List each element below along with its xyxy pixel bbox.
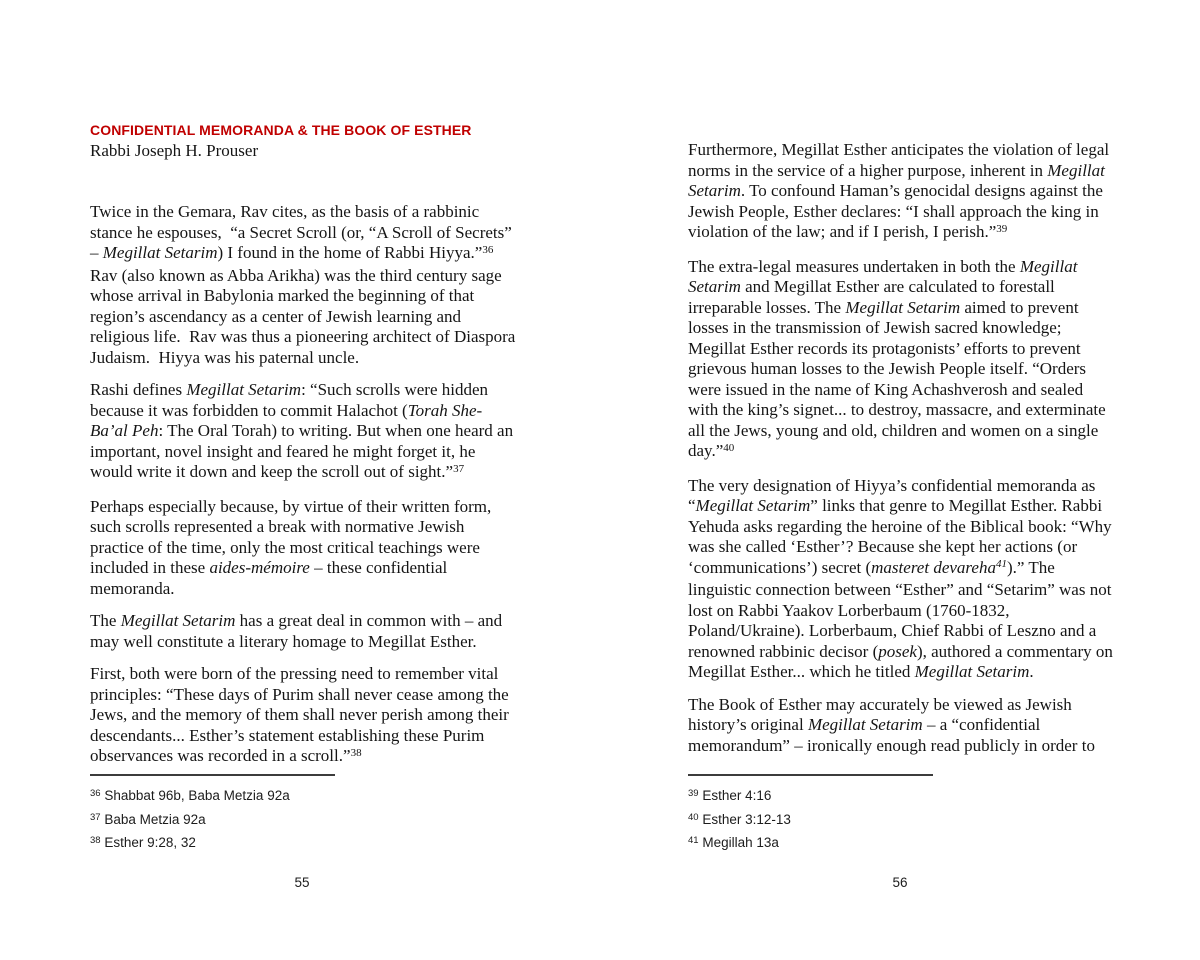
- article-author: Rabbi Joseph H. Prouser: [90, 141, 259, 160]
- body-line: grievous human losses to the Jewish People itself. “Orders: [688, 359, 1087, 378]
- body-line: The Book of Esther may accurately be viewed as Jewish: [688, 694, 1072, 714]
- page-body-right: [688, 140, 1166, 756]
- body-line: Setarim. To confound Haman’s genocidal designs against the: [688, 181, 1103, 200]
- body-line: The extra-legal measures undertaken in both the Megillat: [688, 256, 1078, 276]
- body-line: Rav (also known as Abba Arikha) was the third century sage: [90, 265, 502, 285]
- body-line: losses in the transmission of Jewish sacred knowledge;: [688, 318, 1062, 337]
- article-title: CONFIDENTIAL MEMORANDA & THE BOOK OF ESTHER: [90, 122, 472, 138]
- body-line: ‘communications’) secret (masteret devareha$^{41}$).” The: [688, 557, 1055, 577]
- footnotes-left: [90, 785, 568, 856]
- body-line: irreparable losses. The Megillat Setarim aimed to prevent: [688, 297, 1079, 317]
- body-line: day.”$^{40}$: [688, 441, 735, 460]
- footnote-item: $^{38}$ Esther 9:28, 32: [90, 835, 196, 850]
- body-line: Furthermore, Megillat Esther anticipates the violation of legal: [688, 140, 1110, 159]
- body-line: Megillat Esther records its protagonists’ efforts to prevent: [688, 338, 1081, 358]
- footnote-reference: 41: [995, 558, 1007, 570]
- body-line: included in these aides-mémoire – these confidential: [90, 558, 448, 577]
- footnote-item: $^{41}$ Megillah 13a: [688, 835, 779, 850]
- page-56: [688, 0, 1166, 960]
- footnote-item: $^{37}$ Baba Metzia 92a: [90, 811, 206, 827]
- footnote-number: 37: [90, 811, 101, 823]
- body-line: norms in the service of a higher purpose, inherent in Megillat: [688, 160, 1105, 180]
- body-line: – Megillat Setarim) I found in the home of Rabbi Hiyya.”$^{36}$: [90, 243, 494, 262]
- body-line: because it was forbidden to commit Halachot (Torah She-: [90, 400, 483, 420]
- body-line: First, both were born of the pressing need to remember vital: [90, 664, 499, 683]
- page-number-55: 55: [294, 875, 310, 890]
- footnote-number: 38: [90, 835, 101, 846]
- body-line: Twice in the Gemara, Rav cites, as the basis of a rabbinic: [90, 202, 480, 221]
- body-line: with the king’s signet... to destroy, massacre, and exterminate: [688, 400, 1106, 419]
- body-line: history’s original Megillat Setarim – a “confidential: [688, 715, 1041, 734]
- footnote-number: 40: [688, 811, 699, 823]
- footnote-separator: [90, 774, 335, 776]
- footnote-separator: [688, 774, 933, 776]
- body-line: stance he espouses, “a Secret Scroll (or, “A Scroll of Secrets”: [90, 222, 512, 242]
- body-line: The very designation of Hiyya’s confidential memoranda as: [688, 475, 1096, 495]
- body-line: region’s ascendancy as a center of Jewish learning and: [90, 306, 462, 326]
- body-line: Judaism. Hiyya was his paternal uncle.: [90, 347, 360, 367]
- body-line: Poland/Ukraine). Lorberbaum, Chief Rabbi of Leszno and a: [688, 621, 1097, 640]
- body-line: Ba’al Peh: The Oral Torah) to writing. But when one heard an: [90, 421, 514, 440]
- footnote-reference: 36: [482, 243, 494, 256]
- body-paragraph: [90, 380, 568, 485]
- body-paragraph: [688, 257, 1166, 464]
- body-line: such scrolls represented a break with normative Jewish: [90, 517, 465, 536]
- body-line: principles: “These days of Purim shall never cease among the: [90, 684, 509, 704]
- body-line: lost on Rabbi Yaakov Lorberbaum (1760-1832,: [688, 600, 1010, 620]
- body-line: whose arrival in Babylonia marked the beginning of that: [90, 286, 475, 305]
- body-line: was she called ‘Esther’? Because she kept her actions (or: [688, 537, 1078, 556]
- body-paragraph: [90, 497, 568, 600]
- body-line: “Megillat Setarim” links that genre to Megillat Esther. Rabbi: [688, 496, 1103, 515]
- body-line: memoranda.: [90, 578, 175, 598]
- footnote-item: $^{36}$ Shabbat 96b, Baba Metzia 92a: [90, 788, 290, 803]
- body-line: may well constitute a literary homage to Megillat Esther.: [90, 631, 477, 651]
- body-line: Jewish People, Esther declares: “I shall approach the king in: [688, 201, 1099, 221]
- footnotes-block-left: [90, 774, 568, 856]
- body-line: Megillat Esther... which he titled Megillat Setarim.: [688, 662, 1034, 681]
- body-line: linguistic connection between “Esther” and “Setarim” was not: [688, 580, 1112, 599]
- page-56-content: [688, 140, 1166, 768]
- body-paragraph: [688, 695, 1166, 757]
- footnote-reference: 37: [453, 462, 465, 475]
- footnote-number: 39: [688, 788, 699, 799]
- body-paragraph: [688, 476, 1166, 683]
- body-line: renowned rabbinic decisor (posek), authored a commentary on: [688, 641, 1113, 661]
- body-paragraph: [90, 664, 568, 769]
- body-line: descendants... Esther’s statement establishing these Purim: [90, 725, 485, 745]
- body-paragraph: [90, 202, 568, 368]
- body-line: Rashi defines Megillat Setarim: “Such scrolls were hidden: [90, 380, 489, 399]
- body-line: Perhaps especially because, by virtue of their written form,: [90, 496, 492, 516]
- page-55: [90, 0, 568, 960]
- body-line: Jews, and the memory of them shall never perish among their: [90, 705, 509, 724]
- body-line: practice of the time, only the most critical teachings were: [90, 537, 480, 557]
- footnote-reference: 38: [350, 746, 362, 759]
- body-line: were issued in the name of King Achashverosh and sealed: [688, 379, 1084, 399]
- footnotes-right: [688, 785, 1166, 856]
- page-body-left: [90, 202, 568, 769]
- body-line: would write it down and keep the scroll out of sight.”$^{37}$: [90, 462, 465, 481]
- footnotes-block-right: [688, 774, 1166, 856]
- body-line: Setarim and Megillat Esther are calculated to forestall: [688, 277, 1055, 296]
- footnote-reference: 40: [723, 441, 735, 454]
- body-line: observances was recorded in a scroll.”$^{38}$: [90, 746, 362, 765]
- body-line: memorandum” – ironically enough read publicly in order to: [688, 735, 1095, 755]
- footnote-number: 41: [688, 835, 699, 846]
- footnote-item: $^{39}$ Esther 4:16: [688, 788, 772, 803]
- body-line: important, novel insight and feared he might forget it, he: [90, 441, 476, 461]
- body-line: all the Jews, young and old, children and women on a single: [688, 420, 1099, 440]
- body-line: violation of the law; and if I perish, I perish.”$^{39}$: [688, 222, 1008, 241]
- footnote-reference: 39: [996, 222, 1008, 235]
- body-line: Yehuda asks regarding the heroine of the Biblical book: “Why: [688, 516, 1112, 536]
- body-line: The Megillat Setarim has a great deal in common with – and: [90, 611, 503, 630]
- body-paragraph: [90, 611, 568, 652]
- body-paragraph: [688, 140, 1166, 245]
- page-55-content: [90, 121, 568, 781]
- page-number-56: 56: [892, 875, 908, 890]
- body-line: religious life. Rav was thus a pioneering architect of Diaspora: [90, 327, 516, 346]
- footnote-number: 36: [90, 788, 101, 799]
- footnote-item: $^{40}$ Esther 3:12-13: [688, 811, 791, 827]
